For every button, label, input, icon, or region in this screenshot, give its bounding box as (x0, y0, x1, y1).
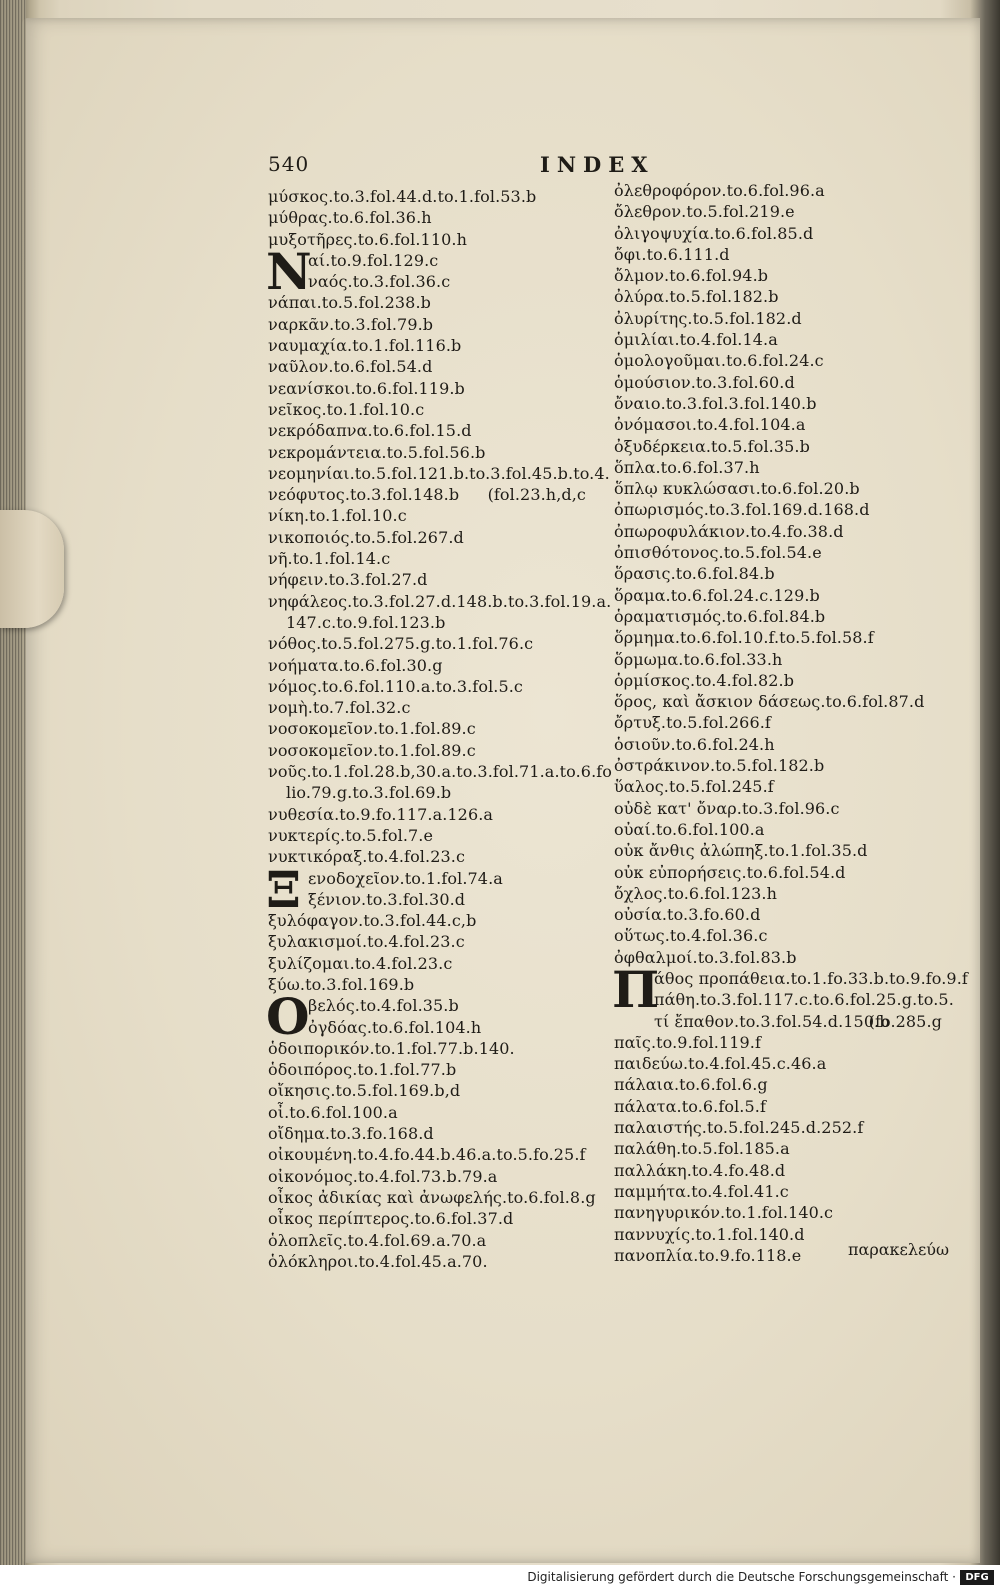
entry-text: οὐκ ἄνθις ἀλώπηξ.to.1.fol.35.d (614, 841, 868, 861)
index-entry (268, 463, 610, 484)
index-entry (614, 691, 954, 712)
index-entry (268, 931, 598, 952)
entry-text: παλλάκη.to.4.fo.48.d (614, 1160, 786, 1180)
entry-text: ὀγδόας.to.6.fol.104.h (308, 1017, 482, 1037)
entry-text: ὀλιγοψυχία.to.6.fol.85.d (614, 223, 814, 243)
index-entry (268, 974, 598, 995)
index-column-left (266, 186, 613, 1272)
entry-continuation-note: (fol.23.h,d,c (487, 485, 586, 505)
index-entry (614, 265, 954, 286)
entry-text: ξυλίζομαι.to.4.fol.23.c (268, 953, 453, 973)
index-entry (614, 649, 954, 670)
index-entry (268, 1187, 598, 1208)
entry-text: πανηγυρικόν.to.1.fol.140.c (614, 1203, 834, 1223)
index-entry (268, 484, 598, 505)
entry-text: οἶκος ἀδικίας καὶ ἀνωφελής.to.6.fol.8.g (268, 1187, 596, 1207)
entry-text: ὁσιοῦν.to.6.fol.24.h (614, 734, 775, 754)
index-entry (268, 889, 598, 910)
index-entry (268, 676, 598, 697)
index-entry (268, 505, 598, 526)
index-entry (268, 846, 598, 867)
entry-text: νόθος.to.5.fol.275.g.to.1.fol.76.c (268, 634, 534, 654)
index-entry (268, 1123, 598, 1144)
entry-text: νήφειν.to.3.fol.27.d (268, 570, 428, 590)
initial-letter: Π (612, 959, 660, 1019)
entry-text: ὅπλῳ κυκλώσασι.to.6.fol.20.b (614, 479, 860, 499)
index-entry (614, 840, 954, 861)
entry-text: οἴκησις.to.5.fol.169.b,d (268, 1081, 461, 1101)
entry-text: παῖς.to.9.fol.119.f (614, 1032, 761, 1052)
entry-text: ὄρτυξ.to.5.fol.266.f (614, 713, 771, 733)
entry-text: οὐαί.to.6.fol.100.a (614, 819, 765, 839)
entry-text: ὅραμα.to.6.fol.24.c.129.b (614, 585, 820, 605)
entry-text: νοῦς.to.1.fol.28.b,30.a.to.3.fol.71.a.to.6.fo (268, 762, 613, 782)
index-entry (268, 782, 598, 803)
index-entry (614, 393, 954, 414)
entry-text: νόμος.to.6.fol.110.a.to.3.fol.5.c (268, 676, 523, 696)
entry-text: ξυλακισμοί.to.4.fol.23.c (268, 932, 465, 952)
index-entry (614, 329, 954, 350)
page-header (268, 152, 828, 182)
entry-text: ὅρμημα.to.6.fol.10.f.to.5.fol.58.f (614, 628, 874, 648)
entry-continuation-note: (fo.285.g (868, 1011, 942, 1031)
entry-text: βελός.to.4.fol.35.b (308, 996, 459, 1016)
entry-text: ὁμολογοῦμαι.to.6.fol.24.c (614, 351, 824, 371)
index-entry (614, 414, 954, 435)
index-entry (614, 947, 954, 968)
catchword: παρακελεύω (848, 1240, 950, 1259)
entry-text: νεόφυτος.to.3.fol.148.b (268, 485, 460, 505)
entry-text: ὁμούσιον.to.3.fol.60.d (614, 372, 795, 392)
index-entry (268, 761, 613, 782)
entry-text: ὀπωρισμός.to.3.fol.169.d.168.d (614, 500, 870, 520)
index-entry (614, 478, 954, 499)
index-entry (268, 1102, 598, 1123)
index-entry (614, 1117, 954, 1138)
entry-text: μύσκος.to.3.fol.44.d.to.1.fol.53.b (268, 187, 537, 206)
index-entry (614, 755, 954, 776)
initial-letter: Ξ (266, 859, 302, 919)
index-entry (268, 314, 598, 335)
index-entry (614, 244, 954, 265)
index-entry (268, 612, 598, 633)
index-entry (268, 1144, 598, 1165)
index-entry (614, 542, 954, 563)
index-entry (614, 862, 954, 883)
entry-text: νῆ.to.1.fol.14.c (268, 549, 391, 569)
index-entry (614, 521, 954, 542)
index-entry (268, 335, 598, 356)
entry-text: ὁμιλίαι.to.4.fol.14.a (614, 330, 778, 350)
entry-text: παννυχίς.to.1.fol.140.d (614, 1224, 805, 1244)
entry-text: ὀλυρίτης.to.5.fol.182.d (614, 308, 802, 328)
entry-text: ὄχλος.to.6.fol.123.h (614, 883, 777, 903)
entry-text: ναυμαχία.to.1.fol.116.b (268, 336, 462, 356)
entry-text: παμμήτα.to.4.fol.41.c (614, 1181, 789, 1201)
entry-text: ὁδοιπορικόν.to.1.fol.77.b.140. (268, 1038, 515, 1058)
entry-text: ὀνόμασοι.to.4.fol.104.a (614, 415, 806, 435)
entry-text: νοήματα.to.6.fol.30.g (268, 655, 443, 675)
index-entry (268, 633, 598, 654)
entry-text: ὕαλος.to.5.fol.245.f (614, 777, 774, 797)
index-entry (614, 563, 954, 584)
entry-text: νυκτερίς.to.5.fol.7.e (268, 825, 434, 845)
index-entry (268, 655, 598, 676)
entry-text: ὀξυδέρκεια.to.5.fol.35.b (614, 436, 810, 456)
entry-text: ὅρμωμα.to.6.fol.33.h (614, 649, 783, 669)
entry-text: νοσοκομεῖον.to.1.fol.89.c (268, 719, 476, 739)
index-entry (268, 804, 598, 825)
entry-text: οἶκος περίπτερος.to.6.fol.37.d (268, 1209, 514, 1229)
index-entry (268, 292, 598, 313)
entry-text: νυθεσία.to.9.fo.117.a.126.a (268, 804, 494, 824)
entry-text: ὁλόκληροι.to.4.fol.45.a.70. (268, 1251, 488, 1271)
entry-text: νίκη.to.1.fol.10.c (268, 506, 407, 526)
index-entry (614, 457, 954, 478)
initial-letter: N (266, 241, 312, 301)
entry-text: παιδεύω.to.4.fol.45.c.46.a (614, 1054, 827, 1074)
entry-text: νεομηνίαι.to.5.fol.121.b.to.3.fol.45.b.to.4. (268, 463, 610, 483)
index-entry (614, 585, 954, 606)
index-entry (614, 883, 954, 904)
index-entry (614, 776, 954, 797)
entry-text: ναῦλον.to.6.fol.54.d (268, 357, 433, 377)
initial-letter: O (266, 987, 310, 1047)
page-number: 540 (268, 152, 310, 176)
index-entry (268, 399, 598, 420)
entry-text: νάπαι.to.5.fol.238.b (268, 293, 431, 313)
index-entry (614, 1181, 954, 1202)
entry-text: οἰκουμένη.to.4.fo.44.b.46.a.to.5.fo.25.f (268, 1145, 586, 1165)
entry-text: 147.c.to.9.fol.123.b (286, 612, 446, 632)
entry-text: ὅρασις.to.6.fol.84.b (614, 564, 775, 584)
entry-text: ὀστράκινον.to.5.fol.182.b (614, 756, 825, 776)
index-entry (268, 740, 598, 761)
index-entry (614, 670, 954, 691)
index-entry (614, 372, 954, 393)
index-column-right (612, 180, 968, 1266)
index-entry (268, 697, 598, 718)
entry-text: νικοποιός.to.5.fol.267.d (268, 527, 464, 547)
index-entry (268, 356, 598, 377)
index-entry (268, 953, 598, 974)
entry-text: ὅρος, καὶ ἄσκιον δάσεως.to.6.fol.87.d (614, 692, 925, 712)
entry-text: ὁλοπλεῖς.to.4.fol.69.a.70.a (268, 1230, 487, 1250)
index-entry (268, 420, 598, 441)
entry-text: ξένιον.to.3.fol.30.d (308, 889, 466, 909)
index-entry (614, 1160, 954, 1181)
entry-text: ναός.to.3.fol.36.c (308, 272, 451, 292)
entry-text: ὀφθαλμοί.to.3.fol.83.b (614, 947, 797, 967)
index-entry (268, 207, 598, 228)
entry-text: ναρκᾶν.to.3.fol.79.b (268, 314, 434, 334)
index-entry (614, 904, 954, 925)
entry-text: νηφάλεος.to.3.fol.27.d.148.b.to.3.fol.19.a. (268, 591, 612, 611)
entry-text: πάλαια.to.6.fol.6.g (614, 1075, 768, 1095)
entry-text: lio.79.g.to.3.fol.69.b (286, 783, 452, 803)
entry-text: ὀπωροφυλάκιον.to.4.fo.38.d (614, 521, 844, 541)
index-entry (614, 627, 954, 648)
entry-text: ὀπισθότονος.to.5.fol.54.e (614, 543, 822, 563)
entry-text: ξυλόφαγον.to.3.fol.44.c,b (268, 911, 477, 931)
index-entry (268, 548, 598, 569)
index-entry (268, 1166, 598, 1187)
entry-text: μυξοτῆρες.to.6.fol.110.h (268, 229, 467, 249)
index-entry (268, 229, 598, 250)
index-entry (614, 819, 954, 840)
entry-text: ὄλμον.to.6.fol.94.b (614, 266, 769, 286)
entry-text: νεκρόδαπνα.to.6.fol.15.d (268, 421, 472, 441)
entry-text: ὄφι.to.6.111.d (614, 244, 730, 264)
index-entry (614, 436, 954, 457)
entry-text: οἶ.to.6.fol.100.a (268, 1102, 398, 1122)
index-entry (268, 718, 598, 739)
entry-text: ὄναιο.to.3.fol.3.fol.140.b (614, 393, 817, 413)
entry-text: ὄλεθρον.to.5.fol.219.e (614, 202, 795, 222)
index-entry (614, 499, 954, 520)
index-entry (614, 286, 954, 307)
index-entry (614, 712, 954, 733)
index-entry (614, 798, 954, 819)
entry-text: πάθη.to.3.fol.117.c.to.6.fol.25.g.to.5. (654, 990, 954, 1010)
entry-text: νοσοκομεῖον.to.1.fol.89.c (268, 740, 476, 760)
index-entry (268, 569, 598, 590)
entry-text: ενοδοχεῖον.to.1.fol.74.a (308, 868, 503, 888)
entry-text: νεκρομάντεια.to.5.fol.56.b (268, 442, 486, 462)
index-entry (268, 825, 598, 846)
running-title: INDEX (540, 152, 655, 177)
entry-text: πάλατα.to.6.fol.5.f (614, 1096, 766, 1116)
entry-text: οἰκονόμος.to.4.fol.73.b.79.a (268, 1166, 498, 1186)
entry-text: οὕτως.to.4.fol.36.c (614, 926, 768, 946)
dfg-logo: DFG (960, 1570, 994, 1585)
index-entry (614, 1011, 954, 1032)
entry-text: οὐδὲ κατ' ὄναρ.to.3.fol.96.c (614, 798, 840, 818)
index-entry (614, 223, 954, 244)
index-entry (614, 180, 954, 201)
index-entry (268, 1017, 598, 1038)
index-entry (268, 1059, 598, 1080)
page-edges (0, 0, 26, 1591)
index-entry (268, 527, 598, 548)
index-entry (268, 591, 612, 612)
index-entry (268, 1230, 598, 1251)
entry-text: οὐκ εὐπορήσεις.to.6.fol.54.d (614, 862, 846, 882)
entry-text: μύθρας.to.6.fol.36.h (268, 208, 432, 228)
entry-text: νεανίσκοι.to.6.fol.119.b (268, 378, 465, 398)
entry-text: παλαιστής.to.5.fol.245.d.252.f (614, 1118, 864, 1138)
index-entry (268, 186, 598, 207)
index-entry (614, 1032, 954, 1053)
index-entry (614, 989, 954, 1010)
entry-text: νομὴ.to.7.fol.32.c (268, 698, 411, 718)
index-entry (268, 378, 598, 399)
index-entry (614, 1074, 954, 1095)
index-entry (614, 1053, 954, 1074)
entry-text: ὁρμίσκος.to.4.fol.82.b (614, 670, 795, 690)
entry-text: ὀλεθροφόρον.to.6.fol.96.a (614, 181, 825, 200)
entry-text: παλάθη.to.5.fol.185.a (614, 1139, 790, 1159)
entry-text: ὀλύρα.to.5.fol.182.b (614, 287, 779, 307)
book-clasp (0, 510, 64, 628)
index-entry (268, 1251, 598, 1272)
index-entry (268, 271, 598, 292)
index-entry (614, 734, 954, 755)
entry-text: ξύω.to.3.fol.169.b (268, 974, 415, 994)
index-entry (614, 201, 954, 222)
entry-text: πανοπλία.to.9.fo.118.e (614, 1245, 802, 1265)
entry-text: νυκτικόραξ.to.4.fol.23.c (268, 847, 466, 867)
entry-text: ὁδοιπόρος.to.1.fol.77.b (268, 1060, 457, 1080)
entry-text: άθος προπάθεια.to.1.fo.33.b.to.9.fo.9.f (654, 968, 968, 988)
footer-bar (0, 1565, 1000, 1591)
footer-credit: Digitalisierung gefördert durch die Deutsche Forschungsgemeinschaft · (527, 1570, 956, 1584)
entry-text: ὅπλα.to.6.fol.37.h (614, 457, 760, 477)
index-entry (614, 606, 954, 627)
index-entry (268, 1038, 598, 1059)
entry-text: αί.to.9.fol.129.c (308, 250, 439, 270)
entry-text: νεῖκος.to.1.fol.10.c (268, 399, 425, 419)
entry-text: οἴδημα.to.3.fo.168.d (268, 1124, 434, 1144)
index-entry (614, 350, 954, 371)
index-entry (614, 1138, 954, 1159)
index-entry (268, 1080, 598, 1101)
entry-text: οὐσία.to.3.fo.60.d (614, 905, 761, 925)
index-entry (614, 925, 954, 946)
index-entry (268, 1208, 598, 1229)
entry-text: τί ἔπαθον.to.3.fol.54.d.150.b (654, 1011, 890, 1031)
index-entry (614, 1096, 954, 1117)
index-entry (614, 1202, 954, 1223)
entry-text: ὁραματισμός.to.6.fol.84.b (614, 606, 826, 626)
index-entry (268, 442, 598, 463)
index-entry (268, 910, 598, 931)
index-entry (614, 308, 954, 329)
